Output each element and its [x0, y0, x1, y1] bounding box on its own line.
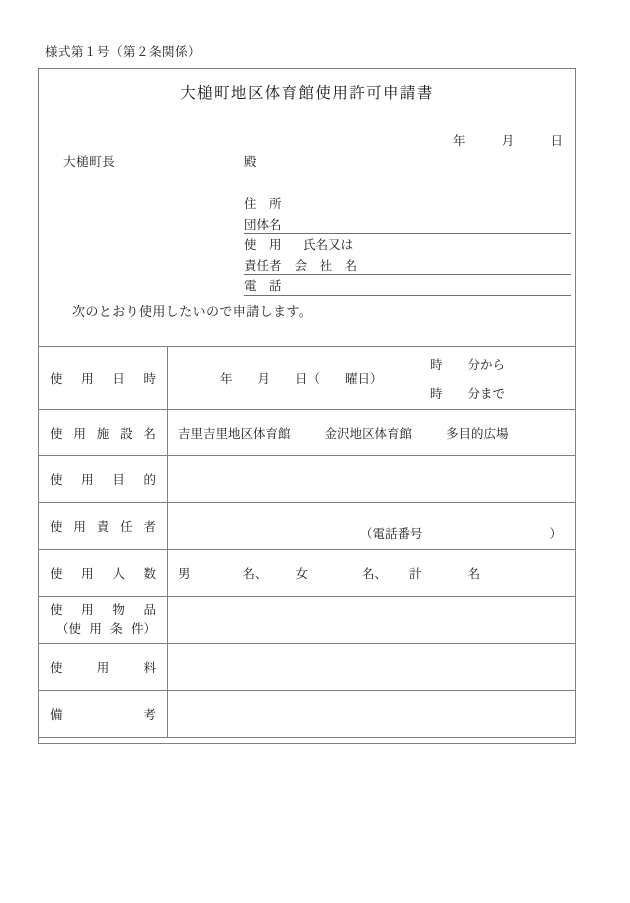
row-label-usage-fee [39, 644, 168, 691]
usage-purpose-value [168, 456, 575, 502]
label-char: 物 [112, 602, 125, 617]
responsible-phone-label: （電話番号 [360, 527, 423, 541]
applicant-group-name-row[interactable] [244, 215, 564, 236]
label-char: 日 [112, 372, 125, 386]
remarks-value [168, 691, 575, 737]
label-char: 任 [120, 520, 133, 534]
table-row [39, 550, 576, 597]
facility-option-multipurpose-field[interactable]: 多目的広場 [446, 426, 509, 441]
label-char: 使 [50, 372, 63, 386]
label-char: 品 [143, 602, 156, 617]
items-conditions-value [168, 597, 575, 643]
application-form-sheet [38, 68, 576, 744]
label-char: 時 [143, 372, 156, 386]
applicant-company-name-label: 会 社 名 [294, 258, 358, 273]
field-usage-purpose[interactable] [168, 456, 576, 503]
label-char: 使 [50, 426, 63, 441]
applicant-responsible-label-2: 責任者 [244, 258, 282, 273]
application-details-table [38, 346, 576, 738]
form-header-area [39, 69, 575, 346]
count-total-unit: 名 [467, 567, 481, 581]
field-remarks[interactable] [168, 691, 576, 738]
usage-date-placeholder: 年 月 日（ 曜日） [220, 372, 383, 386]
label-char: 用 [96, 661, 110, 675]
table-row [39, 456, 576, 503]
label-char: 数 [143, 567, 156, 581]
date-year-label: 年 [452, 134, 466, 148]
label-char: 備 [50, 708, 63, 722]
request-sentence: 次のとおり使用したいので申請します。 [72, 304, 313, 319]
label-char: 料 [143, 661, 156, 675]
field-facility-name[interactable] [168, 410, 576, 456]
label-char: 人 [112, 567, 125, 581]
form-number: 様式第１号（第２条関係） [45, 45, 202, 59]
label-char: 使 [50, 661, 63, 675]
field-participant-count[interactable] [168, 550, 576, 597]
label-char: 用 [73, 426, 86, 441]
label-char: 用 [81, 473, 94, 487]
table-row [39, 503, 576, 550]
label-char: 用 [81, 567, 94, 581]
label-char: 施 [96, 426, 110, 441]
label-char: 的 [143, 473, 156, 487]
label-char: 用 [81, 602, 94, 617]
applicant-company-name-rule [244, 274, 571, 275]
row-label-facility-name [39, 410, 168, 456]
table-row [39, 410, 576, 456]
label-char: 条 [110, 622, 123, 636]
applicant-name-or-label: 氏名又は [303, 238, 354, 252]
count-total-label: 計 [409, 567, 422, 581]
applicant-phone-rule [244, 295, 571, 296]
row-label-remarks [39, 691, 168, 738]
label-char: 設 [120, 426, 133, 441]
label-char: 者 [143, 520, 156, 534]
row-label-usage-datetime [39, 347, 168, 410]
applicant-address-label: 住 所 [244, 197, 282, 211]
label-char: 用 [89, 622, 102, 636]
table-row [39, 644, 576, 691]
label-char: （使 [56, 622, 82, 636]
usage-fee-value [168, 644, 575, 690]
applicant-group-name-label: 団体名 [244, 217, 282, 232]
applicant-group-name-rule [244, 233, 571, 234]
date-day-label: 日 [550, 134, 563, 148]
facility-option-kanazawa[interactable]: 金沢地区体育館 [324, 426, 413, 441]
applicant-phone-row[interactable] [244, 276, 564, 297]
page-title: 大槌町地区体育館使用許可申請書 [180, 85, 434, 102]
row-label-items-conditions [39, 597, 168, 644]
usage-time-to-placeholder: 時 分まで [430, 387, 506, 401]
label-char: 使 [50, 567, 63, 581]
date-line [453, 131, 563, 149]
label-char: 目 [112, 473, 125, 487]
applicant-address-row [244, 194, 564, 215]
applicant-phone-label: 電 話 [244, 279, 282, 293]
count-female-label: 女 [295, 567, 309, 581]
label-char: 責 [96, 520, 110, 534]
label-char: 用 [81, 372, 94, 386]
label-char: 使 [50, 473, 63, 487]
label-char: 件） [130, 622, 156, 636]
row-label-usage-purpose [39, 456, 168, 503]
row-label-participant-count [39, 550, 168, 597]
table-row [39, 347, 576, 410]
applicant-block [244, 194, 564, 297]
responsible-phone-paren-close: ） [549, 527, 562, 541]
addressee-honorific: 殿 [244, 155, 257, 169]
applicant-responsible-row-2[interactable] [244, 256, 564, 277]
usage-time-from-placeholder: 時 分から [430, 358, 506, 372]
applicant-responsible-row-1 [244, 235, 564, 256]
field-items-conditions[interactable] [168, 597, 576, 644]
label-char: 名 [143, 426, 156, 441]
field-responsible-person[interactable] [168, 503, 576, 550]
facility-option-kirikiri[interactable]: 吉里吉里地区体育館 [178, 426, 291, 441]
table-row [39, 691, 576, 738]
addressee-name: 大槌町長 [63, 155, 116, 169]
label-char: 考 [143, 708, 156, 722]
label-char: 使 [50, 602, 63, 617]
table-row [39, 597, 576, 644]
label-char: 用 [73, 520, 86, 534]
field-usage-datetime[interactable] [168, 347, 576, 410]
count-female-unit: 名、 [362, 567, 388, 581]
count-male-unit: 名、 [242, 567, 268, 581]
count-male-label: 男 [178, 567, 191, 581]
field-usage-fee[interactable] [168, 644, 576, 691]
label-char: 使 [50, 520, 63, 534]
applicant-responsible-label-1: 使 用 [244, 238, 282, 252]
date-month-label: 月 [501, 134, 515, 148]
row-label-responsible-person [39, 503, 168, 550]
